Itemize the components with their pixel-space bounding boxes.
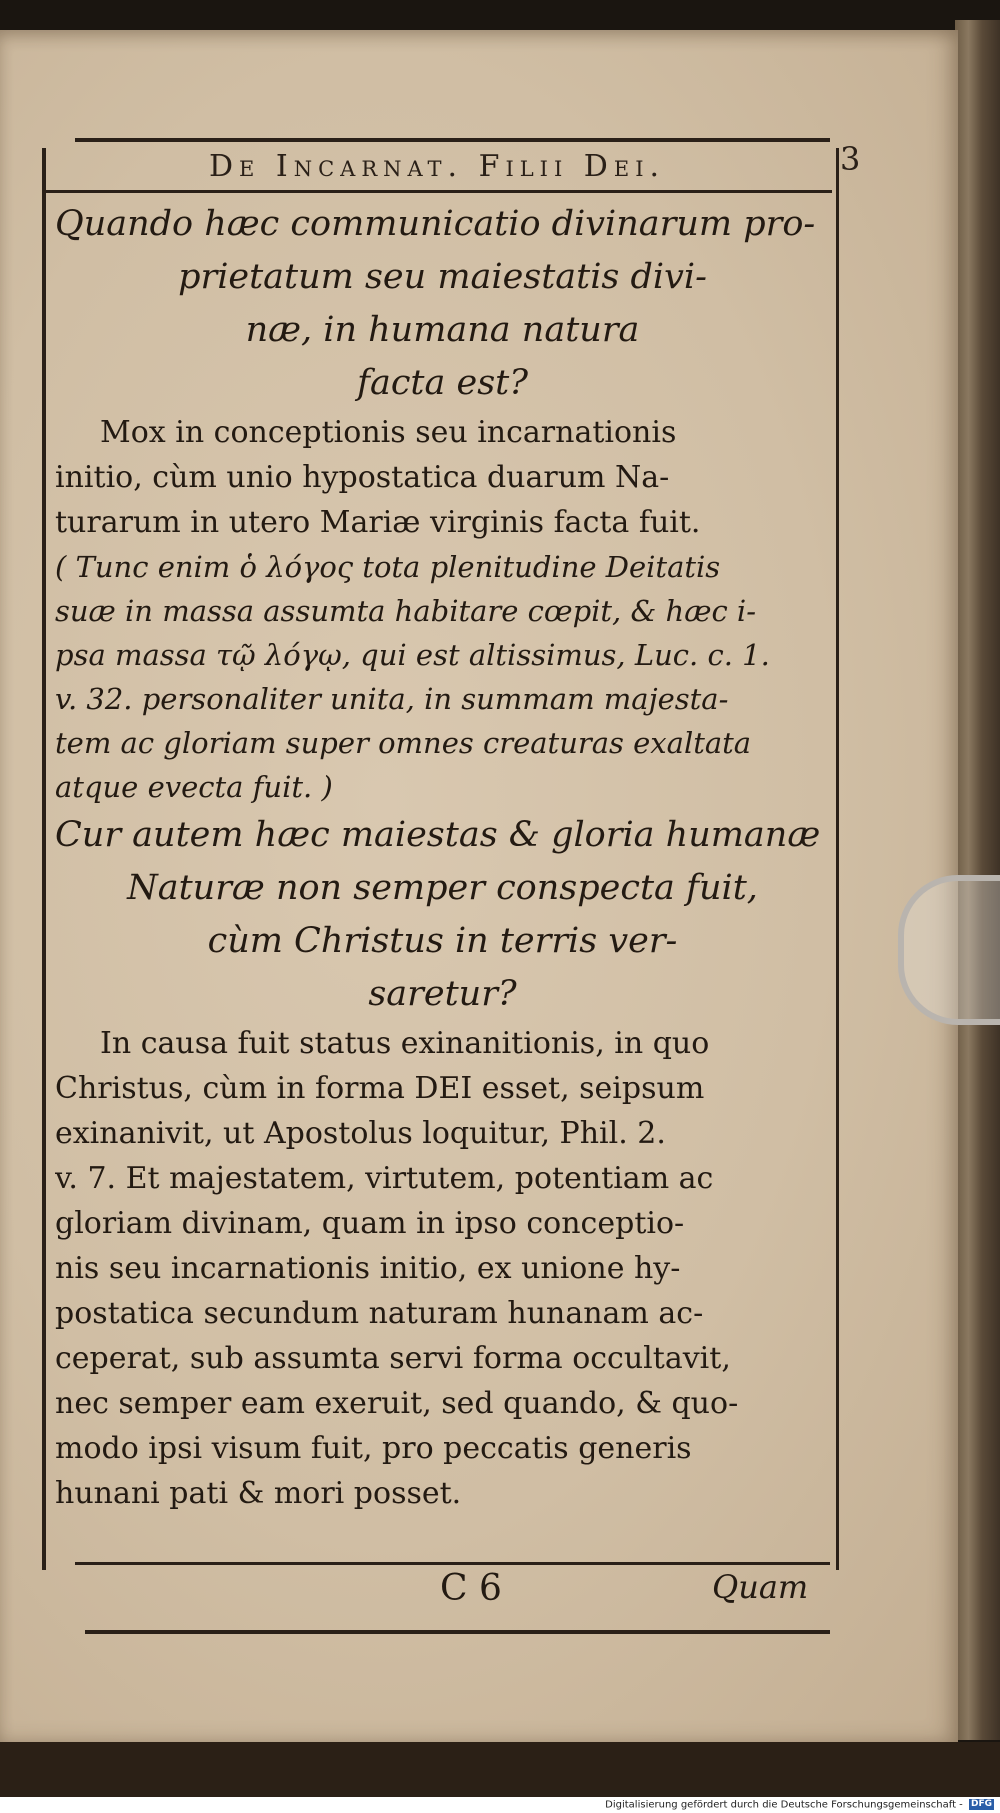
gloss-1-line: atque evecta fuit. ) (55, 770, 333, 804)
answer-2-line: gloriam divinam, quam in ipso conceptio- (55, 1206, 685, 1241)
page-body (55, 198, 830, 1516)
question-1-line: facta est? (357, 363, 528, 403)
dfg-logo: DFG (970, 1799, 992, 1809)
credit-text: Digitalisierung gefördert durch die Deutsche Forschungsgemeinschaft - (605, 1799, 963, 1811)
answer-2-line: v. 7. Et majestatem, virtutem, potentiam ac (55, 1161, 714, 1196)
gloss-1-line: v. 32. personaliter unita, in summam majesta- (55, 682, 729, 716)
book-clasp (898, 875, 1000, 1025)
answer-1-line: turarum in utero Mariæ virginis facta fuit. (55, 505, 701, 540)
gloss-1 (55, 545, 830, 809)
answer-2-line: nec semper eam exeruit, sed quando, & quo- (55, 1386, 739, 1421)
gloss-1-line: psa massa τῷ λόγῳ, qui est altissimus, Luc. c. 1. (55, 638, 770, 672)
gloss-1-line: tem ac gloriam super omnes creaturas exaltata (55, 726, 752, 760)
question-1 (55, 198, 830, 410)
question-2-line: Naturæ non semper conspecta fuit, (127, 868, 758, 908)
page-number: 3 (840, 140, 861, 178)
bottom-rule-inner (75, 1562, 830, 1565)
gloss-1-line: suæ in massa assumta habitare cœpit, & hæc i- (55, 594, 756, 628)
question-2-line: saretur? (368, 974, 517, 1014)
gloss-1-line: ( Tunc enim ὁ λόγος tota plenitudine Deitatis (55, 550, 721, 584)
answer-2-line: hunani pati & mori posset. (55, 1476, 462, 1511)
running-head: De Incarnat. Filii Dei. (208, 149, 666, 184)
answer-2-line: nis seu incarnationis initio, ex unione hy- (55, 1251, 681, 1286)
answer-2 (55, 1021, 830, 1516)
answer-2-line: Christus, cùm in forma DEI esset, seipsum (55, 1071, 705, 1106)
question-1-line: næ, in humana natura (245, 310, 640, 350)
credit-line (605, 1799, 994, 1811)
question-2-line: Cur autem hæc maiestas & gloria humanæ (55, 815, 821, 855)
answer-2-line: In causa fuit status exinanitionis, in quo (100, 1026, 710, 1061)
answer-2-line: exinanivit, ut Apostolus loquitur, Phil. 2. (55, 1116, 666, 1151)
answer-2-line: postatica secundum naturam hunanam ac- (55, 1296, 704, 1331)
answer-1 (55, 410, 830, 545)
signature-mark: C 6 (440, 1568, 502, 1609)
question-1-line: Quando hæc communicatio divinarum pro- (55, 204, 816, 244)
answer-2-line: ceperat, sub assumta servi forma occultavit, (55, 1341, 731, 1376)
answer-1-line: initio, cùm unio hypostatica duarum Na- (55, 460, 670, 495)
catchword: Quam (712, 1568, 809, 1606)
question-1-line: prietatum seu maiestatis divi- (178, 257, 707, 297)
answer-1-line: Mox in conceptionis seu incarnationis (100, 415, 677, 450)
question-2-line: cùm Christus in terris ver- (207, 921, 678, 961)
question-2 (55, 809, 830, 1021)
answer-2-line: modo ipsi visum fuit, pro peccatis generis (55, 1431, 692, 1466)
bottom-rule-outer (85, 1630, 830, 1634)
